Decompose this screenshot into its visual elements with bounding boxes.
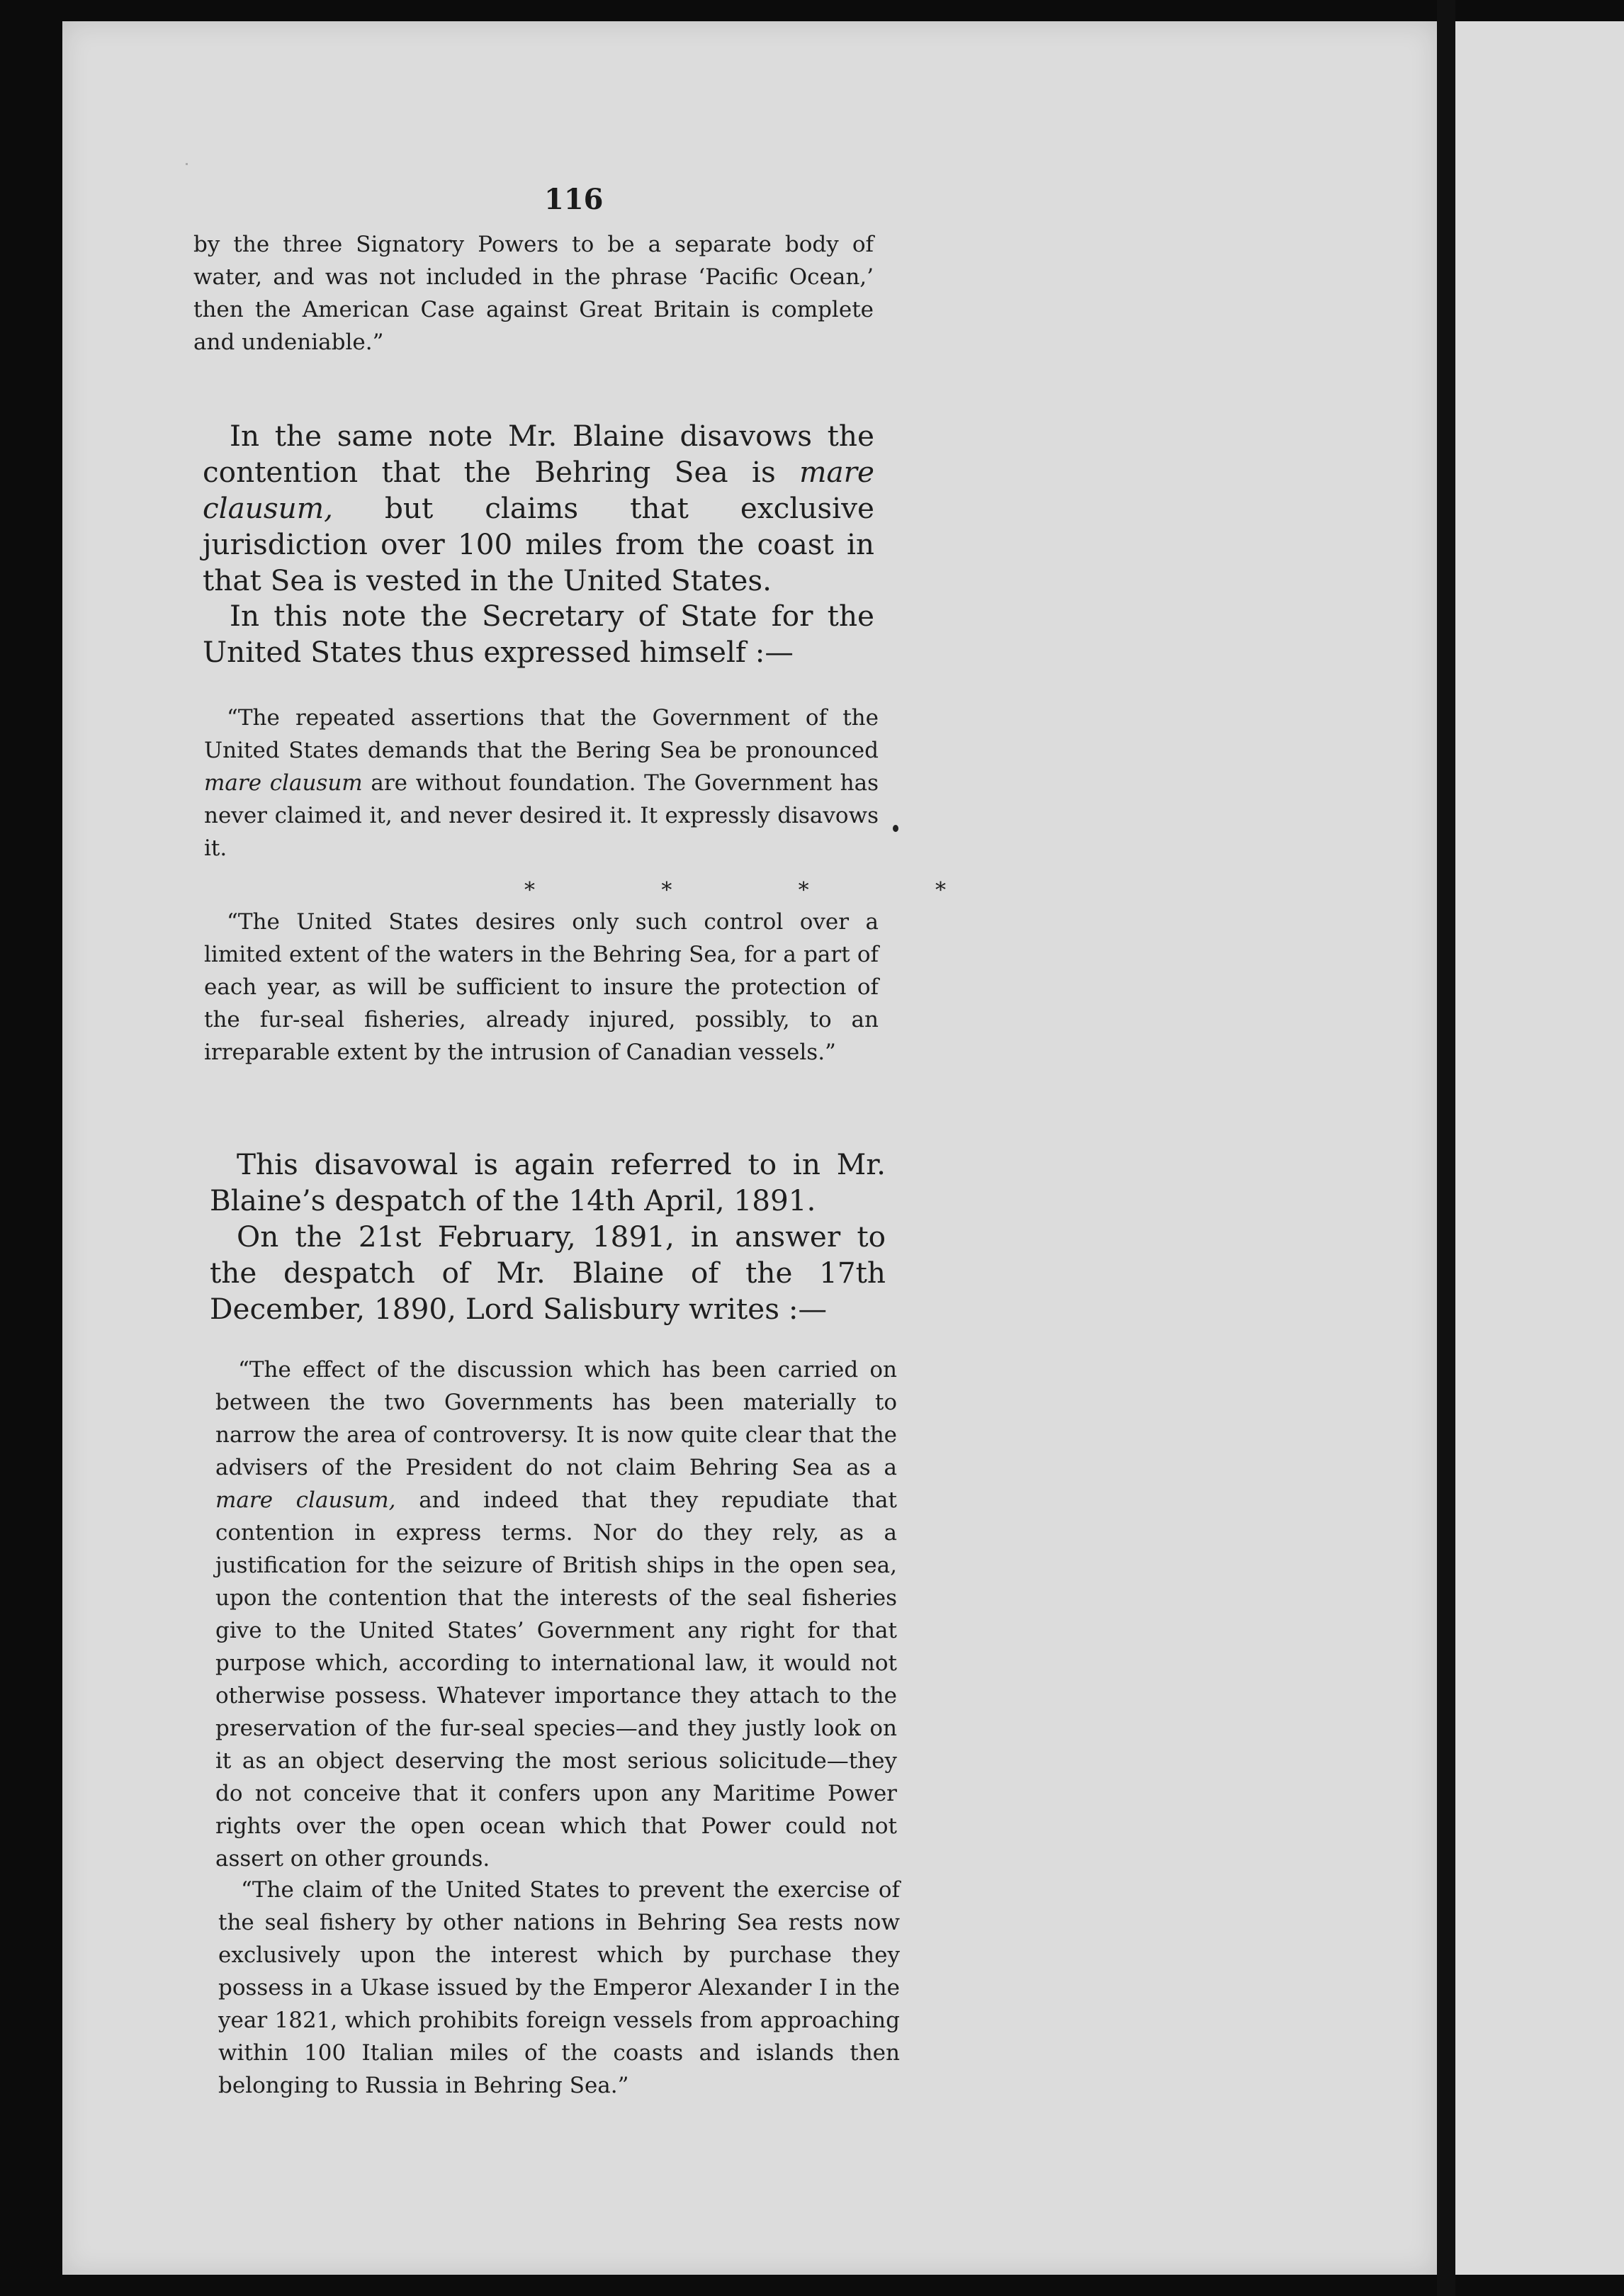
paragraph-1-text: In the same note Mr. Blaine disavows the contention that the Behring Sea is <box>203 419 874 489</box>
asterisk: * <box>661 878 672 903</box>
quote-united-states-desires <box>204 906 879 1069</box>
paragraph-1-italic: mare clausum, <box>203 455 874 525</box>
quote-1a-italic: mare clausum <box>204 770 363 796</box>
quote-2a-start: “The effect of the discussion which has been carried on between the two Governments has been materially to narrow the area of controversy. It is now quite clear that the advisers of the President do not claim Behring Sea as a <box>215 1357 897 1480</box>
asterisk: * <box>524 878 535 903</box>
quote-2a-end: and indeed that they repudiate that contention in express terms. Nor do they rely, as a justification for the seizure of British ships in the open sea, upon the contention that the interests of the seal fisheries give to the United States’ Government any right for that purpose which, according to international law, it would not otherwise possess. Whatever importance they attach to the preservation of the fur-seal species—and they justly look on it as an object deserving the most serious solicitude—they do not conceive that it confers upon any Maritime Power rights over the open ocean which that Power could not assert on other grounds. <box>215 1487 897 1872</box>
paper-blemish <box>186 163 188 165</box>
book-page <box>62 21 1437 2275</box>
page-gutter <box>1437 0 1455 2296</box>
quote-effect-of-discussion <box>215 1354 897 1875</box>
paragraph-2-text: In this note the Secretary of State for the United States thus expressed himself :— <box>203 599 874 669</box>
paragraph-1-rest: but claims that exclusive jurisdiction over 100 miles from the coast in that Sea is vested in the United States. <box>203 491 874 597</box>
paragraph-salisbury-writes <box>210 1219 886 1327</box>
opening-quote-text: by the three Signatory Powers to be a separate body of water, and was not included in the phrase ‘Pacific Ocean,’ then the American Case against Great Britain is complete and undeniable.” <box>193 232 874 355</box>
asterisk: * <box>798 878 809 903</box>
quote-2b-text: “The claim of the United States to prevent the exercise of the seal fishery by other nations in Behring Sea rests now exclusively upon the interest which by purchase they possess in a Ukase issued by the Emperor Alexander I in the year 1821, which prohibits foreign vessels from approaching within 100 Italian miles of the coasts and islands then belonging to Russia in Behring Sea.” <box>218 1877 900 2098</box>
asterisk-ellipsis <box>502 878 946 903</box>
paragraph-3-text: This disavowal is again referred to in Mr. Blaine’s despatch of the 14th April, 1891. <box>210 1147 886 1217</box>
quote-1a-start: “The repeated assertions that the Government of the United States demands that the Bering Sea be pronounced <box>204 705 879 763</box>
paragraph-secretary-of-state <box>203 598 874 670</box>
quote-claim-of-united-states <box>218 1874 900 2102</box>
quote-2a-italic: mare clausum, <box>215 1487 396 1513</box>
paragraph-4-text: On the 21st February, 1891, in answer to the despatch of Mr. Blaine of the 17th December, 1890, Lord Salisbury writes :— <box>210 1220 886 1326</box>
asterisk: * <box>935 878 946 903</box>
paragraph-disavowal-referred <box>210 1147 886 1219</box>
facing-page-edge <box>1455 21 1624 2275</box>
ink-speck <box>893 825 898 832</box>
quote-1b-text: “The United States desires only such control over a limited extent of the waters in the Behring Sea, for a part of each year, as will be sufficient to insure the protection of the fur-seal fisheries, already injured, possibly, to an irreparable extent by the intrusion of Canadian vessels.” <box>204 909 879 1065</box>
quote-1a-end: are without foundation. The Government has never claimed it, and never desired it. It expressly disavows it. <box>204 770 879 861</box>
page-number: 116 <box>544 183 604 216</box>
opening-quote-tail <box>193 228 874 359</box>
paragraph-blaine-disavows <box>203 418 874 599</box>
quote-repeated-assertions <box>204 702 946 903</box>
